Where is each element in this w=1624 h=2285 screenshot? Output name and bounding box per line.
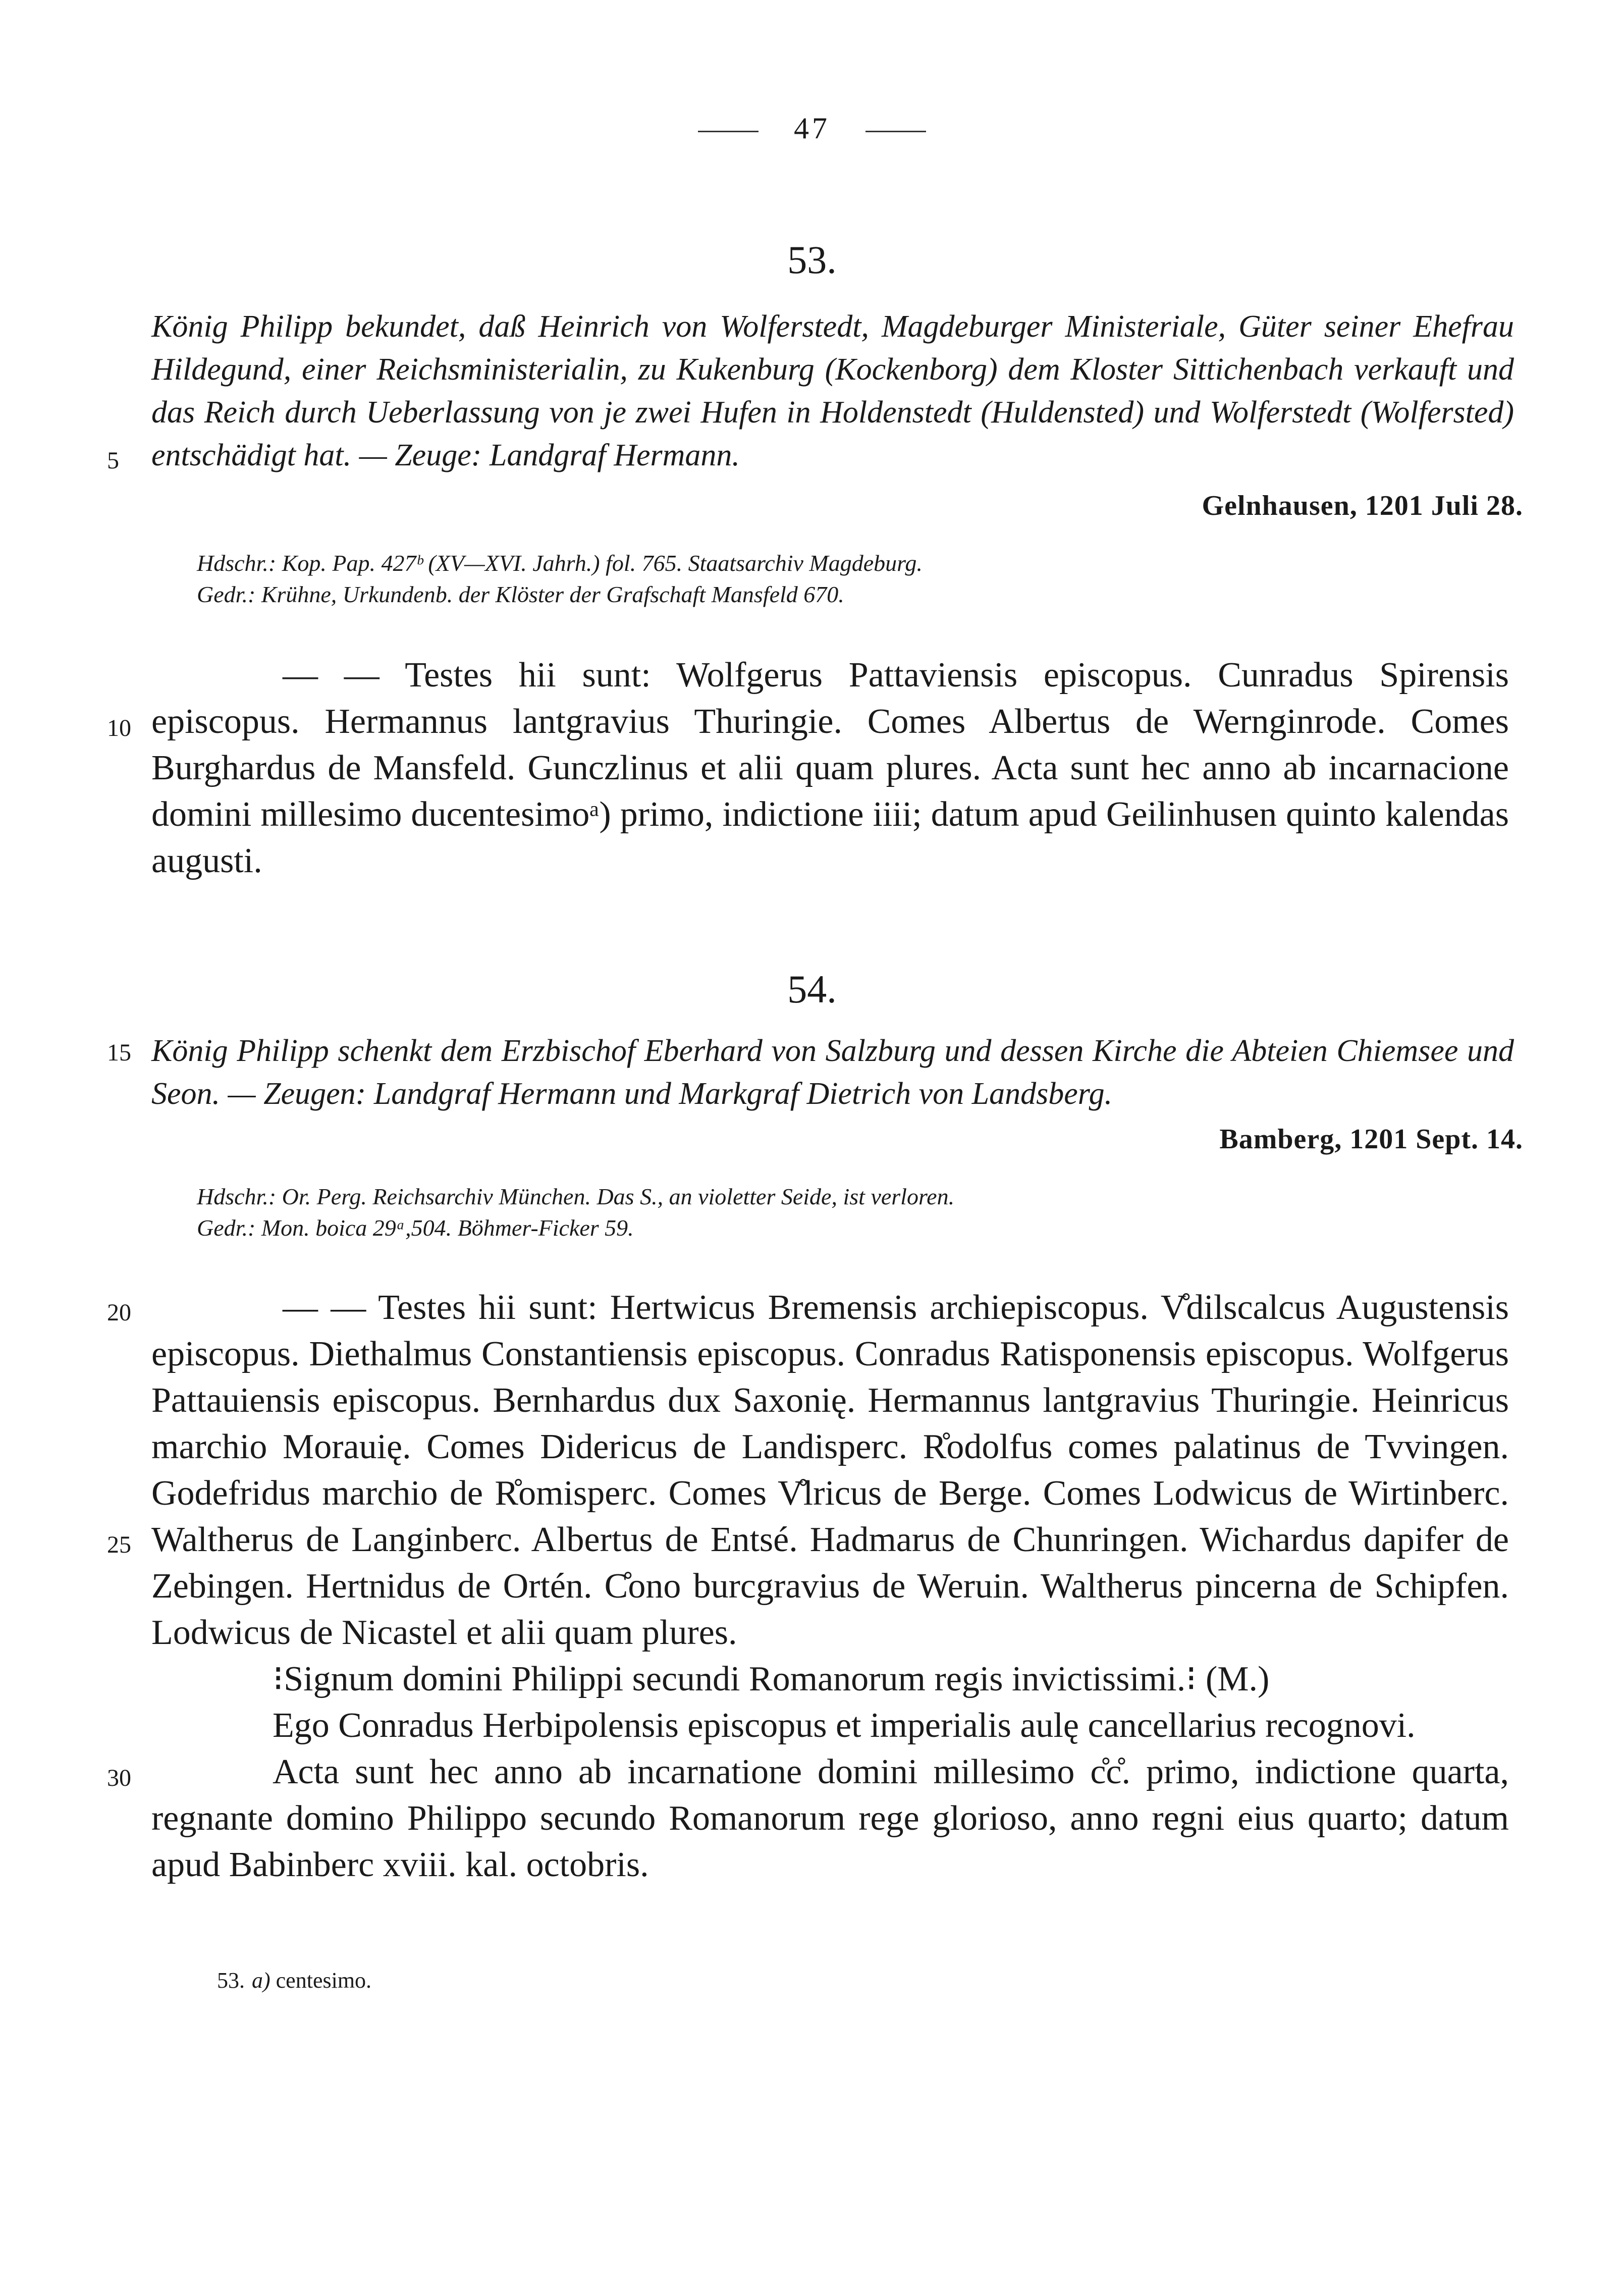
doc-54-printed: Gedr.: Mon. boica 29ᵃ,504. Böhmer-Ficker 59. — [197, 1215, 634, 1241]
doc-54-regest-text: König Philipp schenkt dem Erzbischof Eberhard von Salzburg und dessen Kirche die Abteien Chiemsee und Seon. — Zeugen: Landgraf Hermann und Markgraf Dietrich von Landsberg. — [151, 1034, 1514, 1111]
header-rule-right — [865, 131, 926, 132]
doc-54-place-date: Bamberg, 1201 Sept. 14. — [1219, 1124, 1523, 1155]
footnote-text: centesimo. — [276, 1968, 372, 1993]
doc-54-acta: Acta sunt hec anno ab incarnatione domini millesimo c̊c̊. primo, indictione quarta, regnante domino Philippo secundo Romanorum rege glorioso, anno regni eius quarto; datum apud Babinberc xviii. kal. octobris. — [151, 1752, 1509, 1884]
page-number: 47 — [794, 112, 830, 145]
doc-53-testes: — — Testes hii sunt: Wolfgerus Pattaviensis episcopus. Cunradus Spirensis episcopus. Hermannus lantgravius Thuringie. Comes Albertus de Wernginrode. Comes Burghardus de Mansfeld. Gunczlinus et alii quam plures. Acta sunt hec anno ab incarnacione domini millesimo ducentesimoᵃ) primo, indictione iiii; datum apud Geilinhusen quinto kalendas augusti. — [151, 656, 1509, 880]
line-number: 30 — [107, 1765, 131, 1791]
doc-54-number: 54. — [787, 967, 837, 1011]
doc-54-recognition: Ego Conradus Herbipolensis episcopus et imperialis aulę cancellarius recognovi. — [273, 1706, 1416, 1745]
line-number: 10 — [107, 715, 131, 741]
footnote — [217, 1968, 371, 1993]
doc-54-source — [197, 1181, 1408, 1244]
doc-53-source — [197, 548, 1408, 610]
doc-54-text — [151, 1285, 1509, 1888]
doc-53-text — [151, 652, 1509, 884]
doc-53-manuscript: Hdschr.: Kop. Pap. 427ᵇ (XV—XVI. Jahrh.) fol. 765. Staatsarchiv Magdeburg. — [197, 550, 923, 576]
doc-54-signum: ⁝Signum domini Philippi secundi Romanorum regis invictissimi.⁝ (M.) — [273, 1660, 1270, 1698]
doc-54-manuscript: Hdschr.: Or. Perg. Reichsarchiv München. Das S., an violetter Seide, ist verloren. — [197, 1184, 955, 1209]
line-number: 20 — [107, 1299, 131, 1326]
footnote-ref: 53. — [217, 1968, 245, 1993]
doc-53-regest — [151, 305, 1514, 477]
header-rule-left — [698, 131, 759, 132]
doc-53-place-date: Gelnhausen, 1201 Juli 28. — [1202, 490, 1523, 521]
doc-53-printed: Gedr.: Krühne, Urkundenb. der Klöster der Grafschaft Mansfeld 670. — [197, 581, 844, 607]
line-number: 5 — [107, 447, 119, 474]
doc-54-testes: — — Testes hii sunt: Hertwicus Bremensis archiepiscopus. V̊dilscalcus Augustensis episcopus. Diethalmus Constantiensis episcopus. Conradus Ratisponensis episcopus. Wolfgerus Pattauiensis episcopus. Bernhardus dux Saxonię. Hermannus lantgravius Thuringie. Heinricus marchio Morauię. Comes Didericus de Landisperc. R̊odolfus comes palatinus de Tvvingen. Godefridus marchio de R̊omisperc. Comes V̊lricus de Berge. Comes Lodwicus de Wirtinberc. Waltherus de Langinberc. Albertus de Entsé. Hadmarus de Chunringen. Wichardus dapifer de Zebingen. Hertnidus de Ortén. C̊ono burcgravius de Weruin. Waltherus pincerna de Schipfen. Lodwicus de Nicastel et alii quam plures. — [151, 1288, 1509, 1652]
page-header — [0, 111, 1624, 146]
line-number: 15 — [107, 1039, 131, 1066]
line-number: 25 — [107, 1531, 131, 1558]
doc-54-regest — [151, 1030, 1514, 1115]
doc-53-regest-text: König Philipp bekundet, daß Heinrich von Wolferstedt, Magdeburger Ministeriale, Güter seiner Ehefrau Hildegund, einer Reichsministerialin, zu Kukenburg (Kockenborg) dem Kloster Sittichenbach verkauft und das Reich durch Ueberlassung von je zwei Hufen in Holdenstedt (Huldensted) und Wolferstedt (Wolfersted) entschädigt hat. — Zeuge: Landgraf Hermann. — [151, 309, 1514, 472]
doc-53-number: 53. — [787, 238, 837, 282]
footnote-mark: a) — [252, 1968, 270, 1993]
